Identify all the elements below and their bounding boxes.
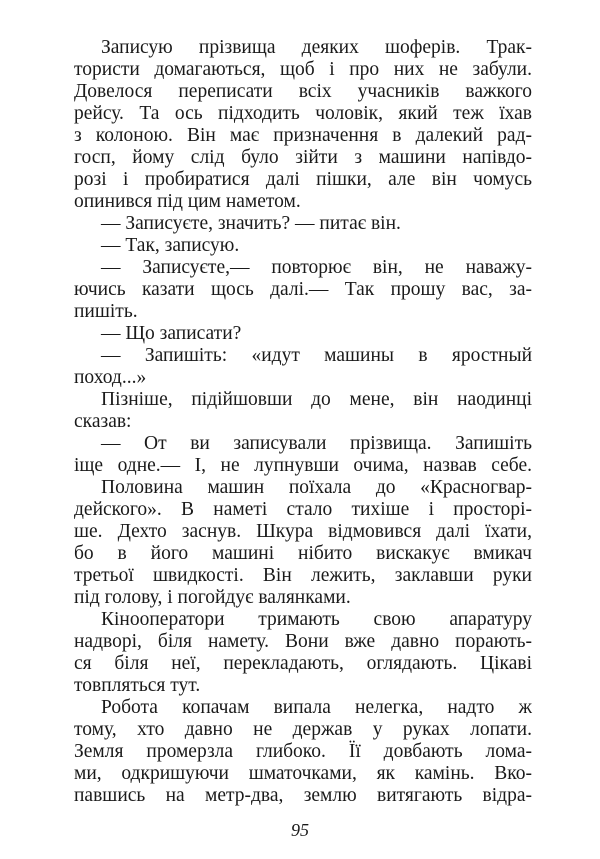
text-line: Записую прізвища деяких шоферів. Трак-: [101, 37, 532, 58]
text-line: рейсу. Та ось підходить чоловік, який теж їхав: [74, 103, 532, 124]
text-line: розі і пробиратися далі пішки, але він чомусь: [74, 169, 532, 190]
page-number: 95: [291, 820, 309, 840]
text-line: тористи домагаються, щоб і про них не забули.: [74, 59, 532, 80]
text-line: — Запишіть: «идут машины в яростный: [101, 345, 532, 366]
text-line: третьої швидкості. Він лежить, заклавши руки: [74, 565, 532, 586]
text-line: Довелося переписати всіх учасників важкого: [74, 81, 532, 102]
text-line: товпляться тут.: [74, 675, 201, 696]
text-line: іще одне.— І, не лупнувши очима, назвав себе.: [74, 455, 532, 476]
text-line: Земля промерзла глибоко. Її довбають лома-: [74, 741, 532, 762]
text-line: дейского». В наметі стало тихіше і просторі-: [74, 499, 532, 520]
text-line: з колоною. Він має призначення в далекий рад-: [74, 125, 532, 146]
text-line: павшись на метр-два, землю витягають відра-: [74, 785, 532, 806]
text-line: під голову, і погойдує валянками.: [74, 587, 351, 608]
text-line: ше. Дехто заснув. Шкура відмовився далі їхати,: [74, 521, 532, 542]
text-line: Половина машин поїхала до «Красногвар-: [101, 477, 532, 498]
text-line: — Так, записую.: [101, 235, 240, 256]
text-line: поход...»: [74, 367, 147, 388]
text-line: Робота копачам випала нелегка, надто ж: [101, 697, 532, 718]
text-line: пишіть.: [74, 301, 138, 322]
text-line: ся біля неї, перекладають, оглядають. Цікаві: [74, 653, 532, 674]
text-line: госп, йому слід було зійти з машини напівдо-: [74, 147, 532, 168]
text-line: — Що записати?: [101, 323, 242, 344]
text-line: ми, одкришуючи шматочками, як камінь. Вко-: [74, 763, 532, 784]
text-line: — Записуєте,— повторює він, не наважу-: [101, 257, 532, 278]
text-line: тому, хто давно не держав у руках лопати.: [74, 719, 532, 740]
text-line: опинився під цим наметом.: [74, 191, 301, 212]
text-line: — От ви записували прізвища. Запишіть: [101, 433, 532, 454]
text-line: сказав:: [74, 411, 132, 432]
text-line: — Записуєте, значить? — питає він.: [101, 213, 401, 234]
text-line: ючись казати щось далі.— Так прошу вас, за-: [74, 279, 532, 300]
text-line: Пізніше, підійшовши до мене, він наодинці: [101, 389, 532, 410]
text-line: Кінооператори тримають свою апаратуру: [101, 609, 532, 630]
text-line: надворі, біля намету. Вони вже давно порають-: [74, 631, 532, 652]
text-line: бо в його машині нібито вискакує вмикач: [74, 543, 532, 564]
